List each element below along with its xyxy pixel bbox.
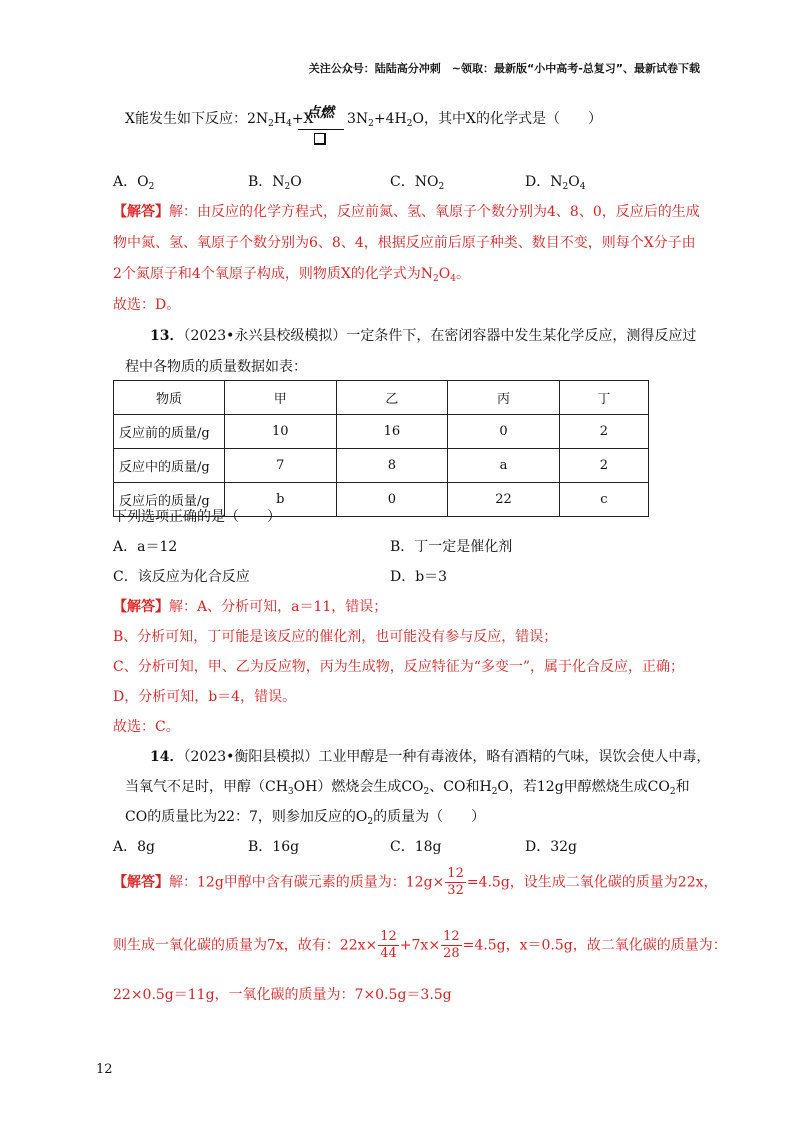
q13-option-a: A．a＝12 [113, 539, 178, 555]
q13-stem-line-2: 程中各物质的质量数据如表： [125, 359, 307, 375]
table-cell: b [225, 483, 337, 517]
table-cell: 0 [448, 415, 560, 449]
table-cell: 2 [559, 415, 648, 449]
fraction-12-32: $\frac{12}{32}$ [447, 866, 464, 898]
table-row [114, 415, 649, 449]
table-header-cell: 乙 [336, 381, 448, 415]
q13-answer-line-3: C、分析可知，甲、乙为反应物，丙为生成物，反应特征为“多变一”，属于化合反应，正确； [113, 659, 685, 675]
q14-option-a: A．8g [113, 839, 155, 855]
q13-option-b: B．丁一定是催化剂 [390, 539, 513, 555]
table-header-cell: 丙 [448, 381, 560, 415]
page-number: 12 [96, 1062, 113, 1077]
q13-answer-line-2: B、分析可知，丁可能是该反应的催化剂，也可能没有参与反应，错误； [113, 629, 558, 645]
mass-data-table [113, 380, 649, 517]
table-header-row [114, 381, 649, 415]
table-cell: 22 [448, 483, 560, 517]
q14-answer-line-2: 则生成一氧化碳的质量为7x，故有：22x× $\frac{12}{44}$ +7x× $\frac{12}{28}$ =4.5g，x＝0.5g，故二氧化碳的质量为： [113, 929, 727, 961]
q12-answer-line-3: 2个氮原子和4个氧原子构成，则物质X的化学式为$N_2O_4$。 [113, 266, 470, 284]
table-header-cell: 物质 [114, 381, 225, 415]
table-cell: 16 [336, 415, 448, 449]
q13-stem-line-1: 13．（2023•永兴县校级模拟）一定条件下，在密闭容器中发生某化学反应，测得反应过 [150, 328, 697, 344]
q12-answer-line-2: 物中氮、氢、氧原子个数分别为6、8、4，根据反应前后原子种类、数目不变，则每个X分子由 [113, 235, 696, 251]
q13-option-d: D．b＝3 [390, 569, 448, 585]
table-row-header: 反应中的质量/g [114, 449, 225, 483]
q14-option-c: C．18g [390, 839, 442, 855]
table-row-header: 反应后的质量/g [114, 483, 225, 517]
q12-stem-end: $3N_2+4H_2O$，其中X的化学式是（ ） [347, 111, 602, 129]
table-cell: c [559, 483, 648, 517]
fraction-12-44: $\frac{12}{44}$ [380, 929, 397, 961]
checkbox-glyph-icon [314, 133, 326, 145]
table-header-cell: 丁 [559, 381, 648, 415]
q12-option-c: C．$NO_2$ [390, 174, 445, 192]
q12-stem: X能发生如下反应：$2N_2H_4+X$ [125, 111, 314, 129]
q13-option-c: C．该反应为化合反应 [113, 569, 250, 585]
table-cell: 0 [336, 483, 448, 517]
q14-answer-line-1: 【解答】解：12g甲醇中含有碳元素的质量为：12g× $\frac{12}{32}$ =4.5g，设生成二氧化碳的质量为22x， [113, 866, 718, 898]
q12-option-d: D．$N_2O_4$ [525, 174, 586, 192]
q14-stem-line-1: 14．（2023•衡阳县模拟）工业甲醇是一种有毒液体，略有酒精的气味，误饮会使人中毒， [150, 749, 711, 765]
reaction-condition: 点燃 [298, 102, 346, 150]
q14-option-d: D．32g [525, 839, 578, 855]
q13-answer-line-4: D，分析可知，b＝4，错误。 [113, 689, 297, 705]
q12-option-a: A．$O_2$ [113, 174, 155, 192]
q14-stem-line-3: CO的质量比为22：7，则参加反应的$O_2$的质量为（ ） [125, 809, 486, 827]
q12-answer-line-1: 【解答】解：由反应的化学方程式，反应前氮、氢、氧原子个数分别为4、8、0，反应后的生成 [113, 204, 700, 220]
table-row-header: 反应前的质量/g [114, 415, 225, 449]
q14-option-b: B．16g [248, 839, 300, 855]
table-header-cell: 甲 [225, 381, 337, 415]
q13-answer-line-1: 【解答】解：A、分析可知，a＝11，错误； [113, 599, 388, 615]
table-cell: 10 [225, 415, 337, 449]
q12-option-b: B．$N_2O$ [248, 174, 302, 192]
table-cell: 8 [336, 449, 448, 483]
page-header: 关注公众号：陆陆高分冲刺 ~领取：最新版“小中高考-总复习”、最新试卷下载 [308, 62, 700, 75]
q13-prompt: 下列选项正确的是（ ） [113, 509, 281, 525]
q14-answer-line-3: 22×0.5g＝11g，一氧化碳的质量为：7×0.5g＝3.5g [113, 987, 452, 1003]
table-cell: a [448, 449, 560, 483]
q13-choice: 故选：C。 [113, 719, 180, 735]
fraction-12-28: $\frac{12}{28}$ [443, 929, 460, 961]
q12-choice: 故选：D。 [113, 297, 181, 313]
q14-stem-line-2: 当氧气不足时，甲醇$(CH_3OH)$燃烧会生成$CO_2$、CO和$H_2O$，若12g甲醇燃烧生成$CO_2$和 [125, 779, 690, 797]
table-cell: 2 [559, 449, 648, 483]
table-row [114, 449, 649, 483]
table-cell: 7 [225, 449, 337, 483]
